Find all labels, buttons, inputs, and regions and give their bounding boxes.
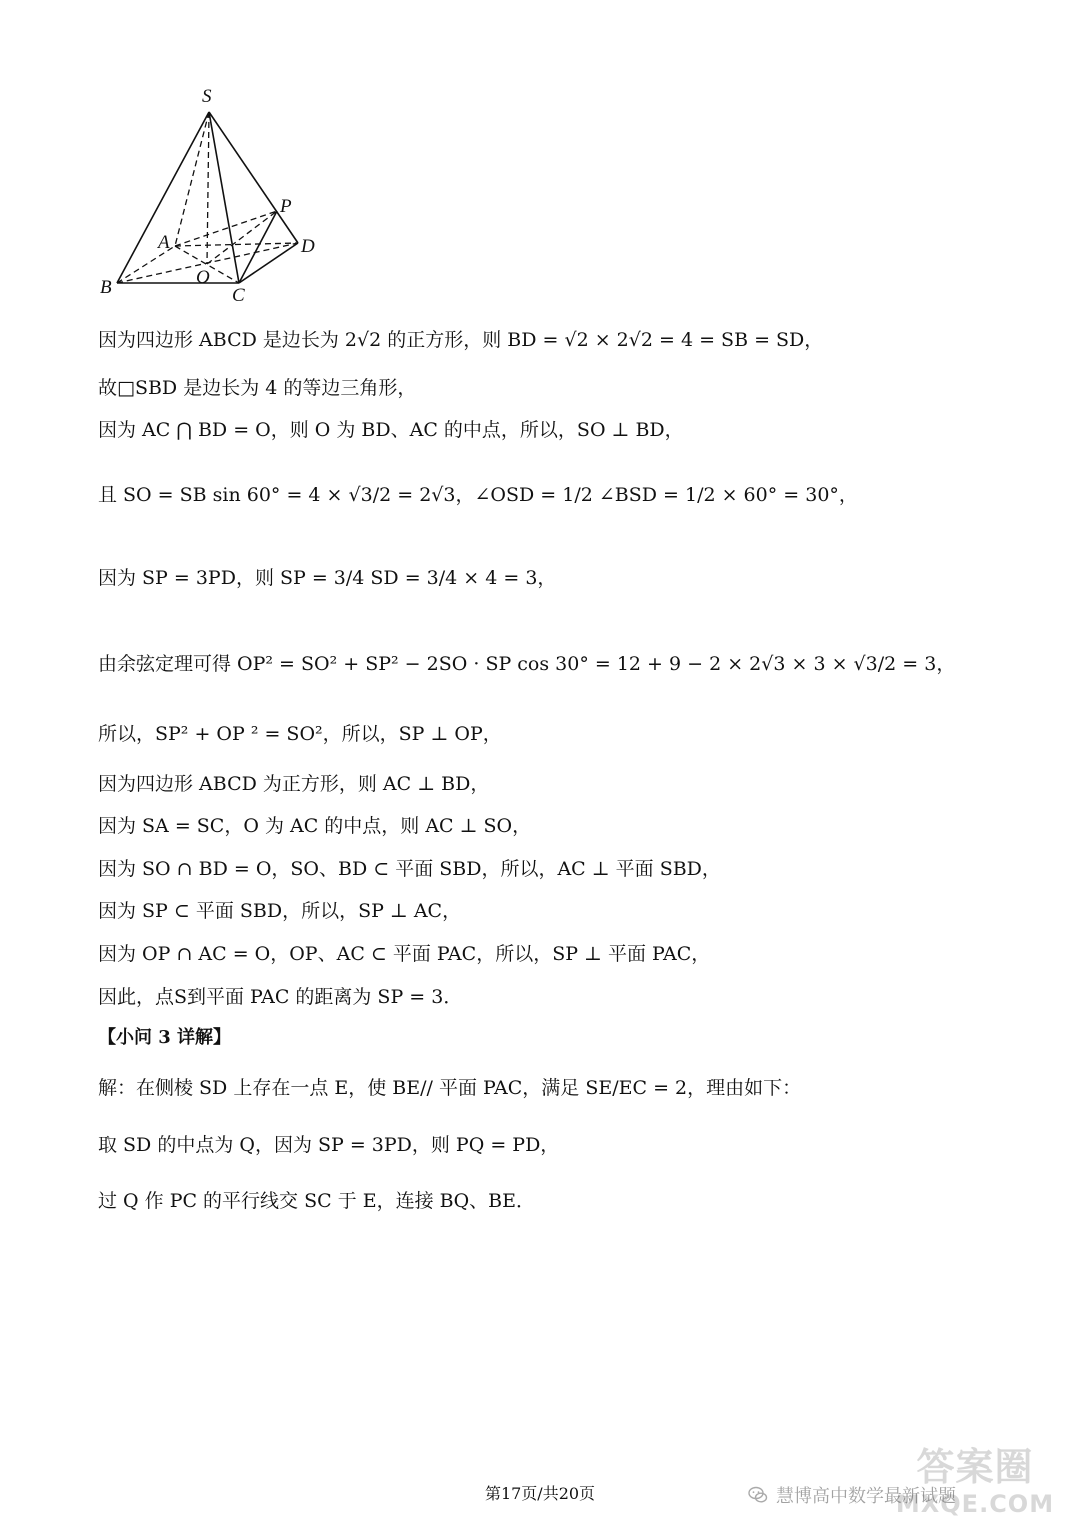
- vertex-label-c: C: [232, 285, 245, 306]
- watermark-logo: 答案圈 MXQE.COM: [895, 1445, 1055, 1518]
- proof-line: 因为 SP ⊂ 平面 SBD，所以，SP ⊥ AC，: [98, 900, 462, 922]
- proof-line: 因为 AC ⋂ BD = O，则 O 为 BD、AC 的中点，所以，SO ⊥ BD，: [98, 419, 684, 441]
- solution-line: 解：在侧棱 SD 上存在一点 E，使 BE// 平面 PAC，满足 SE/EC = 2，理由如下：: [98, 1077, 802, 1099]
- proof-line: 因为四边形 ABCD 是边长为 2√2 的正方形，则 BD = √2 × 2√2 = 4 = SB = SD，: [98, 329, 824, 351]
- vertex-label-s: S: [202, 86, 212, 107]
- vertex-label-o: O: [196, 267, 210, 288]
- proof-line: 由余弦定理可得 OP² = SO² + SP² − 2SO · SP cos 30° = 12 + 9 − 2 × 2√3 × 3 × √3/2 = 3，: [98, 653, 956, 675]
- vertex-label-p: P: [280, 196, 292, 217]
- proof-line: 因为 SO ∩ BD = O，SO、BD ⊂ 平面 SBD，所以，AC ⊥ 平面 SBD，: [98, 858, 721, 880]
- vertex-label-b: B: [100, 277, 112, 298]
- proof-line: 因为 SP = 3PD，则 SP = 3/4 SD = 3/4 × 4 = 3，: [98, 567, 557, 589]
- proof-line: 因为四边形 ABCD 为正方形，则 AC ⊥ BD，: [98, 773, 490, 795]
- proof-line: 因为 OP ∩ AC = O，OP、AC ⊂ 平面 PAC，所以，SP ⊥ 平面 PAC，: [98, 943, 711, 965]
- watermark-text: 慧博高中数学最新试题: [776, 1486, 956, 1507]
- proof-line: 故□SBD 是边长为 4 的等边三角形，: [98, 377, 417, 399]
- vertex-label-a: A: [158, 232, 170, 253]
- proof-line: 所以，SP² + OP ² = SO²，所以，SP ⊥ OP，: [98, 723, 502, 745]
- solution-line: 取 SD 的中点为 Q，因为 SP = 3PD，则 PQ = PD，: [98, 1134, 560, 1156]
- proof-line: 因为 SA = SC，O 为 AC 的中点，则 AC ⊥ SO，: [98, 815, 532, 837]
- solution-line: 过 Q 作 PC 的平行线交 SC 于 E，连接 BQ、BE．: [98, 1190, 536, 1212]
- page-number: 第17页/共20页: [484, 1484, 596, 1503]
- proof-line: 因此，点S到平面 PAC 的距离为 SP = 3．: [98, 986, 463, 1008]
- vertex-label-d: D: [301, 236, 315, 257]
- proof-line: 且 SO = SB sin 60° = 4 × √3/2 = 2√3，∠OSD = 1/2 ∠BSD = 1/2 × 60° = 30°，: [98, 484, 858, 506]
- section-title: 【小问 3 详解】: [98, 1027, 232, 1048]
- pyramid-figure: [95, 82, 335, 307]
